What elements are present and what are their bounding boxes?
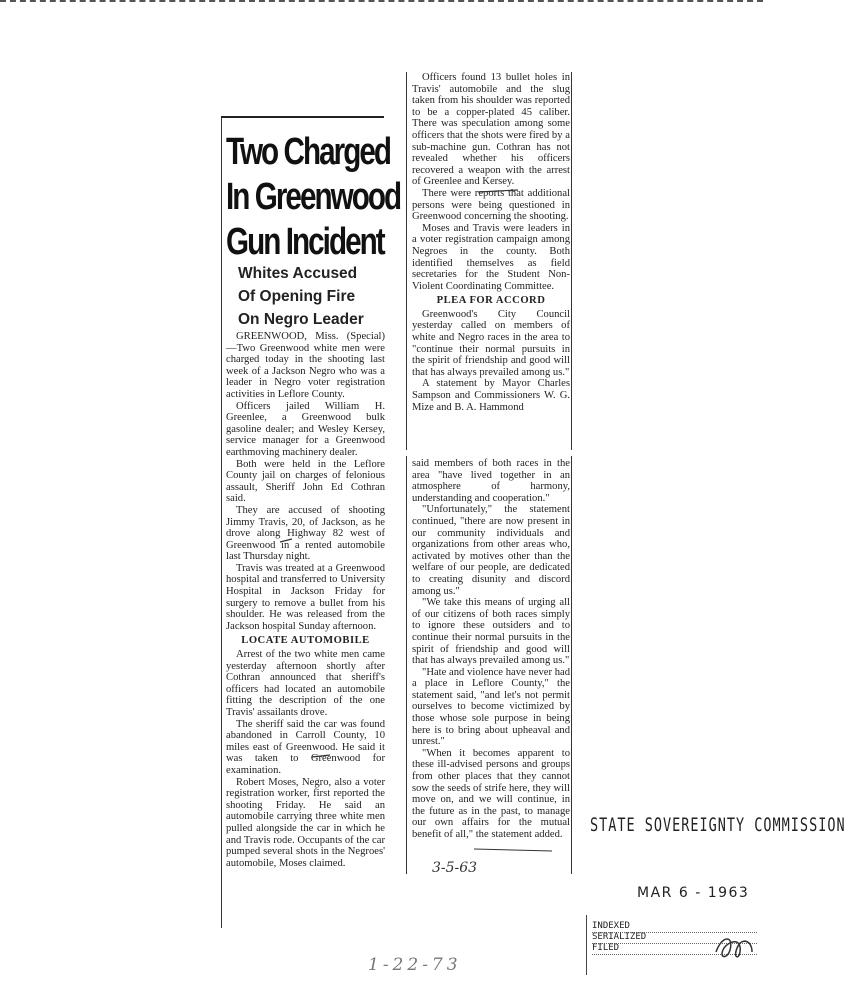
headline-line-3: Gun Incident [226,221,384,263]
section-heading: PLEA FOR ACCORD [436,295,546,307]
paragraph: "Hate and violence have never had a place in Leflore County," the statement said, "and let's not permit ourselves to become victimized by those whose sole purpose in being here is to bring about upheaval and unrest." [412,666,570,748]
subhead-line-3: On Negro Leader [238,311,364,328]
paragraph: They are accused of shooting Jimmy Travis, 20, of Jackson, as he drove along Highway 82 west of Greenwood in a rented automobile last Thursday night. [226,504,385,563]
headline-line-1: Two Charged [226,131,391,173]
paragraph: There were reports that additional persons were being questioned in Greenwood concerning the shooting. [412,187,570,223]
paragraph: GREENWOOD, Miss. (Special) —Two Greenwood white men were charged today in the shooting last week of a Jackson Negro who was a leader in Negro voter registration activities in Leflore County. [226,331,385,400]
paragraph: A statement by Mayor Charles Sampson and Commissioners W. G. Mize and B. A. Hammond [412,378,570,413]
stamp-indexed-label: INDEXED [592,921,630,931]
stamp-date: MAR 6 - 1963 [637,885,750,901]
subhead-line-2: Of Opening Fire [238,288,356,305]
paragraph: Arrest of the two white men came yesterday afternoon shortly after Cothran announced that sheriff's officers had located an automobile fitting the description of the one Travis' assailants drove. [226,649,385,718]
section-heading: LOCATE AUTOMOBILE [241,635,370,647]
paragraph: "We take this means of urging all of our citizens of both races simply to ignore these outsiders and to continue their normal pursuits in the spirit of friendship and good will that has always prevailed among us." [412,597,570,667]
paragraph: "Unfortunately," the statement continued, "there are now present in our community individuals and organizations from other areas who, activated by motives other than the welfare of our people, are dedicated to creating disunity and discord among us." [412,504,570,597]
headline-line-2: In Greenwood [226,176,401,218]
paragraph: said members of both races in the area "have lived together in an atmosphere of harmony, understanding and cooperation." [412,458,570,504]
paragraph: Officers jailed William H. Greenlee, a Greenwood bulk gasoline dealer; and Wesley Kersey, service manager for a Greenwood earthmoving machinery dealer. [226,400,385,458]
handwritten-date: 3-5-63 [432,860,478,876]
paragraph: "When it becomes apparent to these ill-advised persons and groups from other places that they cannot sow the seeds of strife here, they will move on, and we will continue, in the future as in the past, to manage our own affairs for the mutual benefit of all," the statement added. [412,747,570,840]
subhead-line-1: Whites Accused [238,265,358,282]
stamp-title: STATE SOVEREIGNTY COMMISSION [590,815,846,837]
paragraph: Greenwood's City Council yesterday called on members of white and Negro races in the area to "continue their normal pursuits in the spirit of friendship and good will that has always prevailed among us." [412,308,570,378]
stamp-serialized-label: SERIALIZED [592,932,647,942]
paragraph: Travis was treated at a Greenwood hospital and transferred to University Hospital in Jackson Friday for surgery to remove a bullet from his shoulder. He was released from the Jackson hospital Sunday afternoon. [226,562,385,632]
handwritten-reference-number: 1-22-73 [368,955,462,975]
paragraph: The sheriff said the car was found abandoned in Carroll County, 10 miles east of Greenwood. He said it was taken to Greenwood for examination. [226,718,385,776]
paragraph: Robert Moses, Negro, also a voter registration worker, first reported the shooting Friday. He said an automobile carrying three white men pulled alongside the car in which he and Travis rode. Occupants of the car pumped several shots in the Negroes' automobile, Moses claimed. [226,776,385,869]
paragraph: Both were held in the Leflore County jail on charges of felonious assault, Sheriff John Ed Cothran said. [226,458,385,505]
paragraph: Officers found 13 bullet holes in Travis' automobile and the slug taken from his shoulder was reported to be a copper-plated 45 caliber. There was speculation among some officers that the shots were fired by a sub-machine gun. Cothran has not revealed whether his officers recovered a weapon with the arrest of Greenlee and Kersey. [412,72,570,188]
paragraph: Moses and Travis were leaders in a voter registration campaign among Negroes in the county. Both identified themselves as field secretaries for the Student Non-Violent Coordinating Committee. [412,222,570,292]
stamp-filed-label: FILED [592,943,620,953]
